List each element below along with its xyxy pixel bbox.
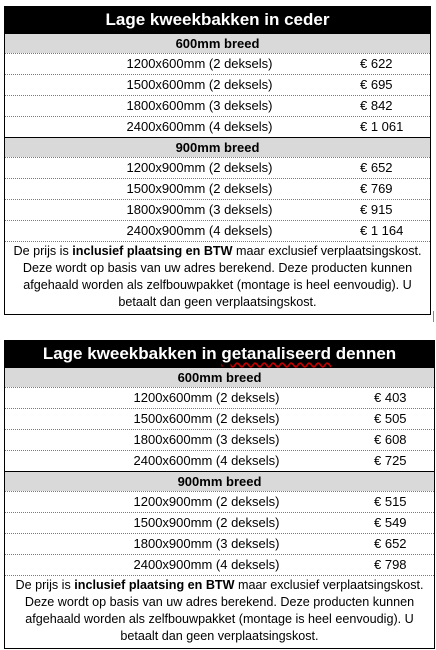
product-price: € 652 [360,160,393,175]
title-underlined: getanaliseerd [221,344,332,363]
group-header: 600mm breed [5,33,430,53]
product-price: € 695 [360,77,393,92]
product-price: € 608 [374,432,407,447]
product-price: € 842 [360,98,393,113]
title-prefix: Lage kweekbakken in [42,344,222,363]
note-bold: inclusief plaatsing en BTW [74,578,235,592]
product-price: € 1 164 [360,223,404,238]
product-price: € 622 [360,56,393,71]
product-size: 1500x600mm (2 deksels) [133,411,280,426]
product-price: € 505 [374,411,407,426]
product-size: 1500x900mm (2 deksels) [133,515,280,530]
product-price: € 915 [360,202,393,217]
table-row [5,491,434,512]
product-price: € 1 061 [360,119,404,134]
table-row [5,157,430,178]
product-size: 1200x900mm (2 deksels) [126,160,273,175]
note-prefix: De prijs is [13,244,73,258]
table-row [5,554,434,575]
note-prefix: De prijs is [15,578,75,592]
product-size: 1500x900mm (2 deksels) [126,181,273,196]
margin-marker [433,311,434,322]
price-note [5,241,430,314]
table-row [5,533,434,554]
group-header: 600mm breed [5,367,434,387]
product-size: 1500x600mm (2 deksels) [126,77,273,92]
table-row [5,512,434,533]
product-size: 1200x600mm (2 deksels) [133,390,280,405]
table-row [5,116,430,137]
product-size: 2400x600mm (4 deksels) [133,453,280,468]
table-row [5,429,434,450]
product-price: € 769 [360,181,393,196]
product-size: 1800x600mm (3 deksels) [126,98,273,113]
product-price: € 403 [374,390,407,405]
table-row [5,450,434,471]
note-suffix: maar exclusief verplaatsingskost. Deze wordt op basis van uw adres berekend. Deze producten kunnen afgehaald worden als zelfbouwpakket (montage is heel eenvoudig). U betaalt dan geen verplaatsingskost. [24,578,424,643]
product-price: € 652 [374,536,407,551]
table-row [5,199,430,220]
table-row [5,95,430,116]
product-size: 1800x900mm (3 deksels) [133,536,280,551]
product-size: 2400x600mm (4 deksels) [126,119,273,134]
product-price: € 725 [374,453,407,468]
product-price: € 549 [374,515,407,530]
table-row [5,408,434,429]
product-price: € 515 [374,494,407,509]
product-price: € 798 [374,557,407,572]
price-table-dennen [4,340,435,649]
table-row [5,220,430,241]
group-header: 900mm breed [5,471,434,491]
note-suffix: maar exclusief verplaatsingskost. Deze wordt op basis van uw adres berekend. Deze producten kunnen afgehaald worden als zelfbouwpakket (montage is heel eenvoudig). U betaalt dan geen verplaatsingskost. [22,244,422,309]
title-suffix: dennen [331,344,397,363]
product-size: 1800x900mm (3 deksels) [126,202,273,217]
product-size: 1800x600mm (3 deksels) [133,432,280,447]
table-row [5,53,430,74]
price-note [5,575,434,648]
product-size: 1200x900mm (2 deksels) [133,494,280,509]
table-title: Lage kweekbakken in ceder [5,7,430,33]
table-title [5,341,434,367]
table-row [5,387,434,408]
group-header: 900mm breed [5,137,430,157]
table-row [5,74,430,95]
price-table-ceder [4,6,431,315]
product-size: 2400x900mm (4 deksels) [133,557,280,572]
table-row [5,178,430,199]
product-size: 1200x600mm (2 deksels) [126,56,273,71]
product-size: 2400x900mm (4 deksels) [126,223,273,238]
note-bold: inclusief plaatsing en BTW [72,244,233,258]
